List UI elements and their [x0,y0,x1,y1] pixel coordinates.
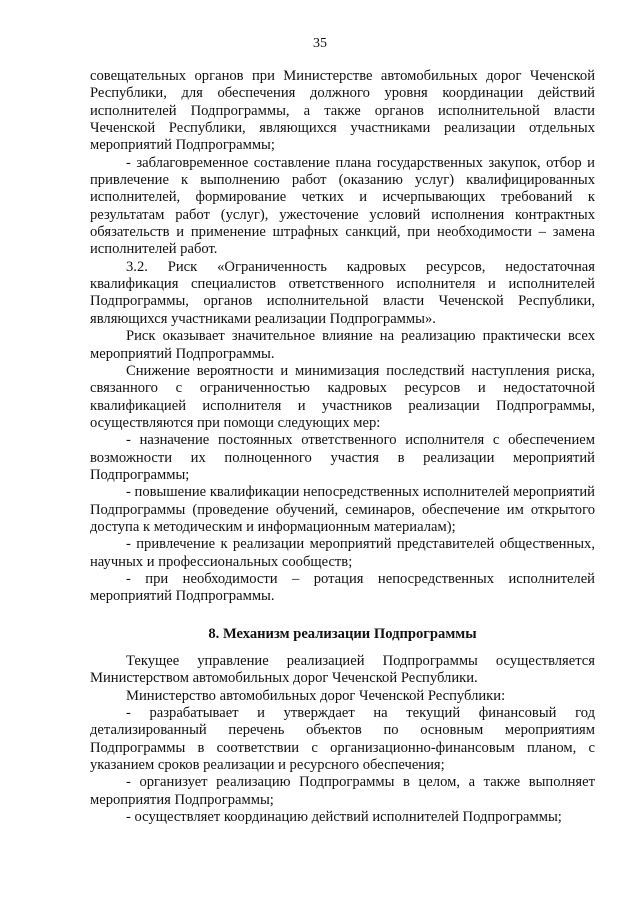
paragraph-measure-rotation: - при необходимости – ротация непосредственных исполнителей мероприятий Подпрограммы. [90,570,595,605]
paragraph-duty-develops: - разрабатывает и утверждает на текущий финансовый год детализированный перечень объектов по основным мероприятиям Подпрограммы в соответствии с организационно-финансовым планом, с указанием сроков реализации и ресурсного обеспечения; [90,705,595,774]
paragraph-continuation: совещательных органов при Министерстве автомобильных дорог Чеченской Республики, для обеспечения должного уровня координации действий исполнителей Подпрограммы, а также органов исполнительной власти Чеченской Республики, являющихся участниками реализации отдельных мероприятий Подпрограммы; [90,68,595,154]
section-heading: 8. Механизм реализации Подпрограммы [208,625,477,642]
paragraph-measure-involvement: - привлечение к реализации мероприятий представителей общественных, научных и профессиональных сообществ; [90,536,595,570]
page-number: 35 [313,36,327,51]
paragraph-duty-organizes: - организует реализацию Подпрограммы в целом, а также выполняет мероприятия Подпрограммы; [90,774,595,808]
document-body [90,68,595,826]
paragraph-ministry-intro: Министерство автомобильных дорог Чеченской Республики: [126,687,506,704]
paragraph-current-management: Текущее управление реализацией Подпрограммы осуществляется Министерством автомобильных дорог Чеченской Республики. [90,653,595,687]
paragraph-measure-appointment: - назначение постоянных ответственного исполнителя с обеспечением возможности их полноценного участия в реализации мероприятий Подпрограммы; [90,432,595,483]
paragraph-measure-qualification: - повышение квалификации непосредственных исполнителей мероприятий Подпрограммы (проведение обучений, семинаров, обеспечение им открытого доступа к методическим и информационным материалам); [90,484,595,535]
paragraph-risk-impact: Риск оказывает значительное влияние на реализацию практически всех мероприятий Подпрограммы. [90,328,595,362]
paragraph-measure-procurement: - заблаговременное составление плана государственных закупок, отбор и привлечение к выполнению работ (оказанию услуг) квалифицированных исполнителей, формирование четких и исчерпывающих требований к результатам работ (услуг), ужесточение условий исполнения контрактных обязательств и применение штрафных санкций, при необходимости – замена исполнителей работ. [90,154,595,258]
paragraph-duty-coordinates: - осуществляет координацию действий исполнителей Подпрограммы; [126,809,562,826]
paragraph-risk-mitigation: Снижение вероятности и минимизация последствий наступления риска, связанного с ограниченностью кадровых ресурсов и недостаточной квалификацией исполнителя и участников реализации Подпрограммы, осуществляются при помощи следующих мер: [90,362,595,431]
paragraph-risk-3-2: 3.2. Риск «Ограниченность кадровых ресурсов, недостаточная квалификация специалистов ответственного исполнителя и исполнителей Подпрограммы, органов исполнительной власти Чеченской Республики, являющихся участниками реализации Подпрограммы». [90,258,595,327]
